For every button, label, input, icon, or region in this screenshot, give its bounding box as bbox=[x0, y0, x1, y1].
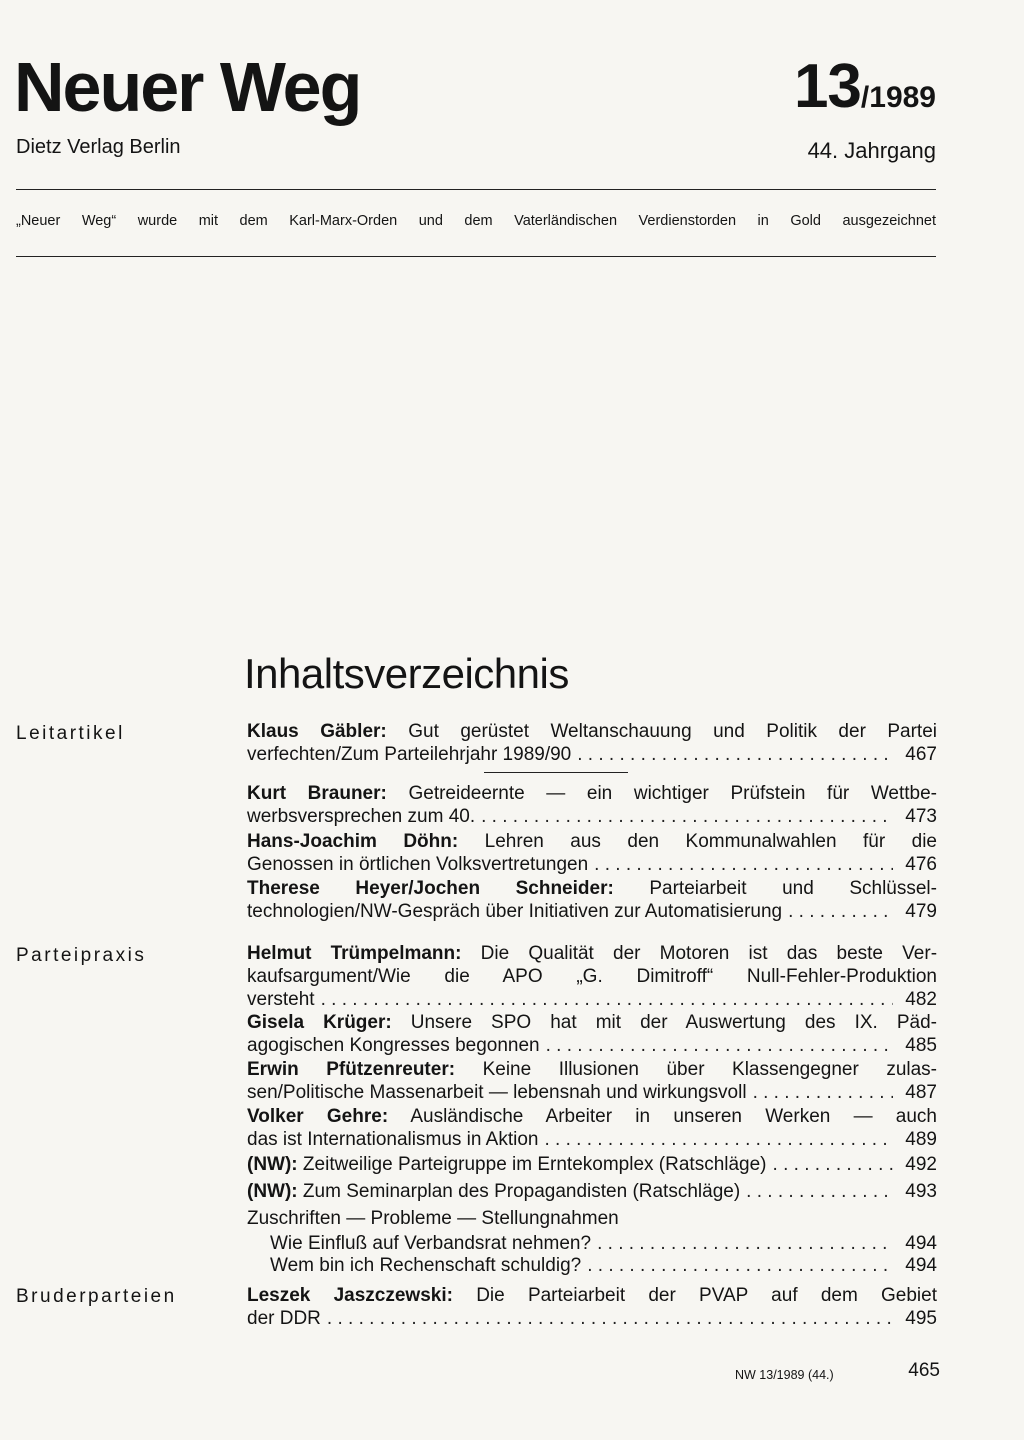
award-note: „Neuer Weg“ wurde mit dem Karl-Marx-Orden und dem Vaterländischen Verdienstorden in Gold ausgezeichnet bbox=[16, 213, 936, 229]
entry-page: 494 bbox=[905, 1255, 937, 1276]
entry-page: 492 bbox=[905, 1154, 937, 1175]
toc-entry[interactable] bbox=[247, 1011, 937, 1057]
entry-title-last: agogischen Kongresses begonnen bbox=[247, 1035, 540, 1056]
entry-title-last: das ist Internationalismus in Aktion bbox=[247, 1129, 539, 1150]
issue-year: /1989 bbox=[860, 81, 936, 114]
entry-title-last: verfechten/Zum Parteilehrjahr 1989/90 bbox=[247, 744, 572, 765]
entry-page: 479 bbox=[905, 901, 937, 922]
entry-page: 476 bbox=[905, 854, 937, 875]
entry-title-last: Wem bin ich Rechenschaft schuldig? bbox=[270, 1255, 582, 1276]
dot-leader bbox=[788, 900, 893, 923]
toc-entry[interactable] bbox=[247, 942, 937, 1011]
entry-author: (NW): bbox=[247, 1154, 298, 1175]
entry-page: 495 bbox=[905, 1308, 937, 1329]
publisher: Dietz Verlag Berlin bbox=[16, 136, 181, 158]
toc-subentry[interactable] bbox=[270, 1232, 937, 1255]
entry-title-last: Wie Einfluß auf Verbandsrat nehmen? bbox=[270, 1233, 592, 1254]
toc-entry[interactable] bbox=[247, 1153, 937, 1176]
entry-title-line: Die Qualität der Motoren ist das beste Ver- bbox=[480, 943, 938, 964]
entry-title-last: der DDR bbox=[247, 1308, 321, 1329]
dot-leader bbox=[746, 1180, 893, 1203]
page-number: 465 bbox=[908, 1360, 940, 1381]
dot-leader bbox=[546, 1034, 893, 1057]
entry-page: 494 bbox=[905, 1233, 937, 1254]
entry-author: Leszek Jaszczewski: bbox=[247, 1285, 453, 1306]
dot-leader bbox=[327, 1307, 893, 1330]
entry-title-line: Ausländische Arbeiter in unseren Werken — auch bbox=[410, 1106, 937, 1127]
dot-leader bbox=[773, 1153, 893, 1176]
section-label-parteipraxis: Parteipraxis bbox=[16, 945, 147, 966]
toc-entry[interactable] bbox=[247, 1284, 937, 1330]
entry-page: 467 bbox=[905, 744, 937, 765]
toc-entry[interactable] bbox=[247, 830, 937, 876]
entry-page: 493 bbox=[905, 1181, 937, 1202]
entry-author: Volker Gehre: bbox=[247, 1106, 389, 1127]
entry-page: 489 bbox=[905, 1129, 937, 1150]
entry-author: Therese Heyer/Jochen Schneider: bbox=[247, 878, 614, 899]
entry-title-line: Lehren aus den Kommunalwahlen für die bbox=[484, 831, 937, 852]
entry-author: Gisela Krüger: bbox=[247, 1012, 392, 1033]
entry-author: (NW): bbox=[247, 1181, 298, 1202]
toc-entry[interactable] bbox=[247, 1180, 937, 1203]
toc-heading: Inhaltsverzeichnis bbox=[244, 650, 569, 697]
volume: 44. Jahrgang bbox=[807, 138, 936, 163]
footer-issue-ref: NW 13/1989 (44.) bbox=[735, 1368, 834, 1382]
dot-leader bbox=[545, 1128, 894, 1151]
toc-entry[interactable] bbox=[247, 877, 937, 923]
toc-entry[interactable] bbox=[247, 782, 937, 828]
entry-title-line: Die Parteiarbeit der PVAP auf dem Gebiet bbox=[476, 1285, 937, 1306]
dot-leader bbox=[481, 805, 893, 828]
entry-title-line: Parteiarbeit und Schlüssel- bbox=[649, 878, 937, 899]
entry-author: Helmut Trümpelmann: bbox=[247, 943, 462, 964]
issue-number-value: 13 bbox=[793, 52, 861, 121]
section-label-bruderparteien: Bruderparteien bbox=[16, 1286, 177, 1307]
entry-title-line: Gut gerüstet Weltanschauung und Politik der Partei bbox=[408, 721, 937, 742]
entry-author: Kurt Brauner: bbox=[247, 783, 387, 804]
toc-subentry[interactable] bbox=[270, 1254, 937, 1277]
entry-author: Erwin Pfützenreuter: bbox=[247, 1059, 456, 1080]
toc-divider bbox=[484, 772, 628, 773]
entry-page: 485 bbox=[905, 1035, 937, 1056]
dot-leader bbox=[597, 1232, 893, 1255]
entry-title-line: kaufsargument/Wie die APO „G. Dimitroff“ Null-Fehler-Produktion bbox=[247, 966, 937, 987]
magazine-title: Neuer Weg bbox=[14, 48, 361, 126]
entry-title-last: Zum Seminarplan des Propagandisten (Ratschläge) bbox=[302, 1181, 741, 1202]
toc-entry[interactable] bbox=[247, 720, 937, 766]
top-rule bbox=[16, 189, 936, 190]
entry-title-last: versteht bbox=[247, 989, 315, 1010]
dot-leader bbox=[321, 988, 893, 1011]
dot-leader bbox=[753, 1081, 893, 1104]
entry-title-last: werbsversprechen zum 40. bbox=[247, 806, 476, 827]
dot-leader bbox=[594, 853, 893, 876]
section-label-leitartikel: Leitartikel bbox=[16, 723, 125, 744]
entry-title-last: sen/Politische Massenarbeit — lebensnah und wirkungsvoll bbox=[247, 1082, 747, 1103]
toc-group-heading: Zuschriften — Probleme — Stellungnahmen bbox=[247, 1208, 619, 1229]
bottom-rule bbox=[16, 256, 936, 257]
entry-author: Hans-Joachim Döhn: bbox=[247, 831, 459, 852]
dot-leader bbox=[577, 743, 893, 766]
entry-title-line: Getreideernte — ein wichtiger Prüfstein für Wettbe- bbox=[408, 783, 938, 804]
entry-title-line: Keine Illusionen über Klassengegner zulas- bbox=[482, 1059, 937, 1080]
entry-title-last: technologien/NW-Gespräch über Initiativen zur Automatisierung bbox=[247, 901, 783, 922]
entry-author: Klaus Gäbler: bbox=[247, 721, 387, 742]
entry-page: 473 bbox=[905, 806, 937, 827]
entry-title-last: Genossen in örtlichen Volksvertretungen bbox=[247, 854, 589, 875]
entry-page: 487 bbox=[905, 1082, 937, 1103]
issue-number bbox=[793, 52, 936, 121]
toc-entry[interactable] bbox=[247, 1058, 937, 1104]
entry-title-last: Zeitweilige Parteigruppe im Erntekomplex (Ratschläge) bbox=[302, 1154, 767, 1175]
dot-leader bbox=[587, 1254, 893, 1277]
entry-page: 482 bbox=[905, 989, 937, 1010]
toc-entry[interactable] bbox=[247, 1105, 937, 1151]
entry-title-line: Unsere SPO hat mit der Auswertung des IX. Päd- bbox=[410, 1012, 938, 1033]
